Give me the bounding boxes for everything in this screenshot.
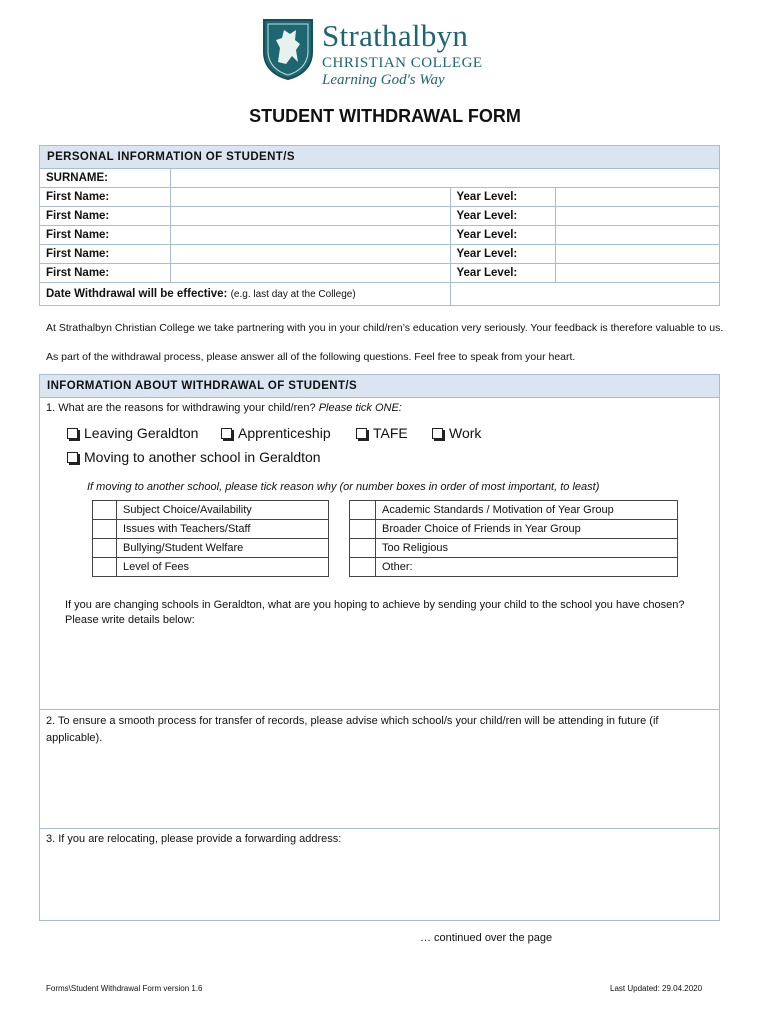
page-title: STUDENT WITHDRAWAL FORM [249,106,521,126]
date-effective-field[interactable] [450,283,719,306]
personal-info-heading: PERSONAL INFORMATION OF STUDENT/S [40,146,719,169]
option-label: Work [449,425,482,441]
reason-tick-box[interactable] [93,558,117,577]
reason-label: Issues with Teachers/Staff [117,520,329,539]
reason-tick-box[interactable] [93,520,117,539]
first-name-label: First Name: [40,264,170,283]
reason-label: Bullying/Student Welfare [117,539,329,558]
reason-row [350,539,678,558]
brand-subtitle: CHRISTIAN COLLEGE [322,55,483,71]
checkbox-icon[interactable] [221,428,232,439]
question-1-text: 1. What are the reasons for withdrawing your child/ren? [46,402,316,414]
option-apprenticeship[interactable] [221,424,331,442]
crest-icon [262,18,314,80]
college-logo [262,18,512,94]
student-row [40,264,719,283]
reason-row [350,520,678,539]
student-row [40,207,719,226]
changing-schools-prompt: If you are changing schools in Geraldton, what are you hoping to achieve by sending your child to the school you have chosen? Please write details below: [65,599,685,626]
withdrawal-heading: INFORMATION ABOUT WITHDRAWAL OF STUDENT/S [40,375,719,398]
reason-label: Broader Choice of Friends in Year Group [376,520,678,539]
option-label: Apprenticeship [238,425,331,441]
student-row [40,226,719,245]
option-moving-school[interactable] [67,448,321,466]
year-level-field[interactable] [555,226,719,245]
surname-label: SURNAME: [40,169,170,188]
reason-row [93,501,329,520]
reason-tick-box[interactable] [350,539,376,558]
checkbox-icon[interactable] [67,428,78,439]
reason-row [93,558,329,577]
section-divider [39,828,720,829]
personal-info-table [40,169,719,305]
question-2-answer[interactable] [46,748,716,826]
reason-tick-box[interactable] [93,501,117,520]
reason-row [93,539,329,558]
student-row [40,188,719,207]
year-level-field[interactable] [555,207,719,226]
reason-label: Other: [376,558,678,577]
reason-tick-box[interactable] [350,558,376,577]
first-name-label: First Name: [40,188,170,207]
first-name-field[interactable] [170,207,450,226]
option-leaving-geraldton[interactable] [67,424,198,442]
date-row [40,283,719,306]
first-name-label: First Name: [40,207,170,226]
intro-paragraph: At Strathalbyn Christian College we take partnering with you in your child/ren’s education very seriously. Your feedback is therefore valuable to us. [46,322,724,334]
year-level-label: Year Level: [450,226,555,245]
checkbox-icon[interactable] [432,428,443,439]
continued-note: … continued over the page [420,932,553,944]
reason-instruction: If moving to another school, please tick reason why (or number boxes in order of most important, to least) [87,481,600,493]
brand-tagline: Learning God's Way [322,72,445,88]
reason-label: Subject Choice/Availability [117,501,329,520]
reason-tick-box[interactable] [93,539,117,558]
year-level-field[interactable] [555,188,719,207]
footer-updated: Last Updated: 29.04.2020 [610,984,703,993]
option-tafe[interactable] [356,424,408,442]
option-label: Leaving Geraldton [84,425,199,441]
reason-label: Academic Standards / Motivation of Year Group [376,501,678,520]
reasons-table-right [349,500,678,577]
year-level-label: Year Level: [450,207,555,226]
year-level-field[interactable] [555,245,719,264]
student-row [40,245,719,264]
question-2: 2. To ensure a smooth process for transfer of records, please advise which school/s your child/ren will be attending in future (if applicable). [46,715,659,744]
reason-row [350,558,678,577]
option-label: Moving to another school in Geraldton [84,449,321,465]
question-3-answer[interactable] [46,850,716,918]
reasons-table-left [92,500,329,577]
surname-field[interactable] [170,169,719,188]
reason-label: Level of Fees [117,558,329,577]
checkbox-icon[interactable] [67,452,78,463]
reason-tick-box[interactable] [350,501,376,520]
checkbox-icon[interactable] [356,428,367,439]
reason-label: Too Religious [376,539,678,558]
option-work[interactable] [432,424,481,442]
first-name-label: First Name: [40,226,170,245]
first-name-field[interactable] [170,264,450,283]
first-name-field[interactable] [170,245,450,264]
year-level-label: Year Level: [450,245,555,264]
option-label: TAFE [373,425,408,441]
year-level-field[interactable] [555,264,719,283]
reason-row [93,520,329,539]
reason-row [350,501,678,520]
question-1 [46,401,402,416]
section-divider [39,709,720,710]
first-name-field[interactable] [170,188,450,207]
question-1-hint: Please tick ONE: [318,402,402,414]
question-3: 3. If you are relocating, please provide a forwarding address: [46,833,342,845]
footer-path: Forms\Student Withdrawal Form version 1.6 [46,984,203,993]
brand-name: Strathalbyn [322,18,469,53]
date-effective-label: Date Withdrawal will be effective: [46,288,228,300]
changing-schools-answer[interactable] [46,628,716,708]
first-name-field[interactable] [170,226,450,245]
year-level-label: Year Level: [450,188,555,207]
first-name-label: First Name: [40,245,170,264]
reason-tick-box[interactable] [350,520,376,539]
date-label-cell [40,283,450,306]
personal-info-section [39,145,720,306]
intro-instruction: As part of the withdrawal process, please answer all of the following questions. Feel free to speak from your heart. [46,351,576,363]
year-level-label: Year Level: [450,264,555,283]
surname-row [40,169,719,188]
date-effective-hint: (e.g. last day at the College) [230,289,356,300]
